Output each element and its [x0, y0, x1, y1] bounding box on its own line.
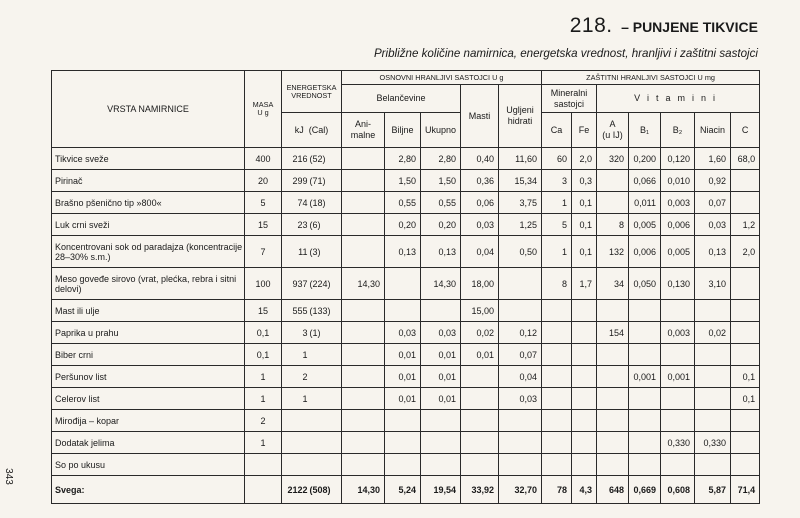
cell-a	[597, 344, 629, 366]
cell-ukupno	[421, 454, 461, 476]
cell-niacin: 0,02	[695, 322, 731, 344]
cell-name: Luk crni sveži	[52, 214, 245, 236]
cell-masa: 1	[245, 388, 282, 410]
cell-fe: 2,0	[572, 148, 597, 170]
cell-b1: 0,066	[629, 170, 661, 192]
cell-masa: 2	[245, 410, 282, 432]
cell-masti	[461, 388, 499, 410]
cell-niacin	[695, 300, 731, 322]
cell-kj	[282, 410, 308, 432]
cell-ugljeni	[499, 432, 542, 454]
cell-anim	[342, 148, 385, 170]
cell-ukupno: 14,30	[421, 268, 461, 300]
cell-b2: 0,120	[661, 148, 695, 170]
cell-b1	[629, 410, 661, 432]
cell-cal: (133)	[308, 300, 342, 322]
cell-ca: 1	[542, 236, 572, 268]
cell-cal: (224)	[308, 268, 342, 300]
cell-c: 71,4	[731, 476, 760, 504]
cell-niacin	[695, 344, 731, 366]
cell-masti: 0,40	[461, 148, 499, 170]
cell-fe	[572, 454, 597, 476]
cell-ukupno: 1,50	[421, 170, 461, 192]
cell-masa: 15	[245, 300, 282, 322]
cell-ukupno: 2,80	[421, 148, 461, 170]
cell-c	[731, 322, 760, 344]
cell-b1: 0,001	[629, 366, 661, 388]
cell-biljne: 0,03	[385, 322, 421, 344]
table-row	[52, 268, 760, 300]
cell-cal: (18)	[308, 192, 342, 214]
cell-name: Paprika u prahu	[52, 322, 245, 344]
recipe-number: 218.	[569, 14, 613, 37]
cell-niacin: 0,330	[695, 432, 731, 454]
cell-b1: 0,011	[629, 192, 661, 214]
table-row	[52, 214, 760, 236]
cell-a: 8	[597, 214, 629, 236]
cell-anim	[342, 214, 385, 236]
col-header-ugljeni: Ugljeni hidrati	[499, 85, 542, 148]
table-row	[52, 366, 760, 388]
cell-ugljeni: 0,03	[499, 388, 542, 410]
cell-b1: 0,200	[629, 148, 661, 170]
cell-name: Svega:	[52, 476, 245, 504]
cell-biljne: 0,13	[385, 236, 421, 268]
col-header-zastitni: ZAŠTITNI HRANLJIVI SASTOJCI U mg	[542, 71, 760, 85]
cell-name: Mirođija – kopar	[52, 410, 245, 432]
cell-a	[597, 300, 629, 322]
cell-biljne: 5,24	[385, 476, 421, 504]
cell-kj: 11	[282, 236, 308, 268]
cell-ugljeni: 0,07	[499, 344, 542, 366]
cell-b1	[629, 432, 661, 454]
cell-name: Meso goveđe sirovo (vrat, plećka, rebra i sitni delovi)	[52, 268, 245, 300]
col-header-ukupno: Ukupno	[421, 113, 461, 148]
cell-b1	[629, 388, 661, 410]
cell-c	[731, 300, 760, 322]
cell-masa	[245, 476, 282, 504]
cell-ukupno: 0,01	[421, 344, 461, 366]
cell-ugljeni: 15,34	[499, 170, 542, 192]
cell-b2: 0,010	[661, 170, 695, 192]
cell-ukupno: 0,01	[421, 388, 461, 410]
cell-kj: 216	[282, 148, 308, 170]
cell-fe	[572, 410, 597, 432]
cell-cal	[308, 410, 342, 432]
cell-b2: 0,003	[661, 192, 695, 214]
cell-masa: 400	[245, 148, 282, 170]
cell-kj: 2122	[282, 476, 308, 504]
cell-niacin	[695, 366, 731, 388]
cell-anim	[342, 300, 385, 322]
cell-b2: 0,001	[661, 366, 695, 388]
cell-b2: 0,005	[661, 236, 695, 268]
cell-ca: 1	[542, 192, 572, 214]
cell-b2: 0,006	[661, 214, 695, 236]
cell-fe	[572, 388, 597, 410]
cell-ugljeni: 0,04	[499, 366, 542, 388]
cell-b2	[661, 300, 695, 322]
cell-c: 0,1	[731, 388, 760, 410]
cell-cal	[308, 432, 342, 454]
cell-ugljeni	[499, 268, 542, 300]
cell-a: 154	[597, 322, 629, 344]
cell-ugljeni	[499, 300, 542, 322]
cell-biljne: 0,01	[385, 366, 421, 388]
cell-anim	[342, 366, 385, 388]
cell-anim: 14,30	[342, 268, 385, 300]
cell-niacin	[695, 410, 731, 432]
cell-ukupno: 0,01	[421, 366, 461, 388]
cell-cal	[308, 344, 342, 366]
cell-name: Biber crni	[52, 344, 245, 366]
table-header	[52, 71, 760, 148]
cell-masti: 0,36	[461, 170, 499, 192]
cell-masti: 33,92	[461, 476, 499, 504]
page-number: 343	[2, 468, 14, 485]
cell-ca	[542, 300, 572, 322]
cell-kj	[282, 454, 308, 476]
col-header-animalne: Ani- malne	[342, 113, 385, 148]
cell-a	[597, 410, 629, 432]
cell-masa: 0,1	[245, 344, 282, 366]
cell-b1	[629, 322, 661, 344]
cell-name: Dodatak jelima	[52, 432, 245, 454]
cell-masti: 0,04	[461, 236, 499, 268]
cell-biljne: 0,20	[385, 214, 421, 236]
cell-kj: 1	[282, 388, 308, 410]
cell-ca	[542, 410, 572, 432]
table-row	[52, 432, 760, 454]
cell-c: 0,1	[731, 366, 760, 388]
cell-ca: 8	[542, 268, 572, 300]
cell-cal	[308, 454, 342, 476]
col-header-fe: Fe	[572, 113, 597, 148]
recipe-name: – PUNJENE TIKVICE	[621, 19, 758, 35]
col-header-belancevine: Belančevine	[342, 85, 461, 113]
table-row	[52, 410, 760, 432]
cell-ugljeni: 0,12	[499, 322, 542, 344]
col-header-masti: Masti	[461, 85, 499, 148]
cell-fe	[572, 432, 597, 454]
cell-masti: 15,00	[461, 300, 499, 322]
cell-fe: 4,3	[572, 476, 597, 504]
cell-kj: 937	[282, 268, 308, 300]
cell-masti	[461, 410, 499, 432]
cell-fe	[572, 300, 597, 322]
cell-biljne: 1,50	[385, 170, 421, 192]
col-header-c: C	[731, 113, 760, 148]
cell-fe	[572, 344, 597, 366]
col-header-niacin: Niacin	[695, 113, 731, 148]
cell-anim: 14,30	[342, 476, 385, 504]
cell-cal: (1)	[308, 322, 342, 344]
cell-kj	[282, 432, 308, 454]
cell-c	[731, 268, 760, 300]
cell-a	[597, 366, 629, 388]
cell-biljne	[385, 300, 421, 322]
cell-b1	[629, 344, 661, 366]
cell-niacin: 0,07	[695, 192, 731, 214]
cell-ca	[542, 454, 572, 476]
cell-biljne	[385, 268, 421, 300]
cell-kj: 3	[282, 322, 308, 344]
cell-c	[731, 410, 760, 432]
table-row	[52, 300, 760, 322]
cell-ugljeni: 11,60	[499, 148, 542, 170]
cell-ukupno: 0,55	[421, 192, 461, 214]
cell-ugljeni	[499, 410, 542, 432]
cell-biljne: 0,01	[385, 388, 421, 410]
cell-masa: 1	[245, 366, 282, 388]
cell-niacin: 0,03	[695, 214, 731, 236]
cell-b1: 0,005	[629, 214, 661, 236]
cell-c	[731, 192, 760, 214]
cell-masti	[461, 432, 499, 454]
col-header-osnovni: OSNOVNI HRANLJIVI SASTOJCI U g	[342, 71, 542, 85]
cell-masa: 100	[245, 268, 282, 300]
cell-b2: 0,608	[661, 476, 695, 504]
cell-anim	[342, 236, 385, 268]
cell-masa: 0,1	[245, 322, 282, 344]
cell-a	[597, 432, 629, 454]
col-header-energ: ENERGETSKA VREDNOST	[282, 71, 342, 113]
cell-ca: 5	[542, 214, 572, 236]
cell-c: 2,0	[731, 236, 760, 268]
cell-ukupno	[421, 300, 461, 322]
table-row	[52, 344, 760, 366]
cell-fe: 0,1	[572, 236, 597, 268]
table-row	[52, 388, 760, 410]
cell-biljne	[385, 432, 421, 454]
cell-kj: 555	[282, 300, 308, 322]
cell-cal: (52)	[308, 148, 342, 170]
nutrition-table	[51, 70, 760, 504]
cell-biljne: 0,55	[385, 192, 421, 214]
cell-ca	[542, 322, 572, 344]
cell-masti: 0,06	[461, 192, 499, 214]
cell-anim	[342, 432, 385, 454]
cell-ca	[542, 388, 572, 410]
cell-c	[731, 454, 760, 476]
cell-fe: 0,1	[572, 214, 597, 236]
cell-c	[731, 344, 760, 366]
col-header-b1: B₁	[629, 113, 661, 148]
cell-anim	[342, 454, 385, 476]
cell-ugljeni: 3,75	[499, 192, 542, 214]
col-header-a: A (u IJ)	[597, 113, 629, 148]
page-subtitle: Približne količine namirnica, energetska vrednost, hranljivi i zaštitni sastojci	[373, 47, 758, 60]
cell-ukupno: 19,54	[421, 476, 461, 504]
cell-b2	[661, 410, 695, 432]
cell-c: 68,0	[731, 148, 760, 170]
table-row	[52, 170, 760, 192]
cell-kj: 1	[282, 344, 308, 366]
cell-b2: 0,330	[661, 432, 695, 454]
cell-cal: (71)	[308, 170, 342, 192]
cell-a: 34	[597, 268, 629, 300]
cell-kj: 299	[282, 170, 308, 192]
cell-ugljeni	[499, 454, 542, 476]
table-row	[52, 148, 760, 170]
cell-ugljeni: 1,25	[499, 214, 542, 236]
cell-fe: 1,7	[572, 268, 597, 300]
cell-anim	[342, 388, 385, 410]
cell-masti: 0,03	[461, 214, 499, 236]
cell-a	[597, 388, 629, 410]
cell-masti: 18,00	[461, 268, 499, 300]
cell-ukupno: 0,20	[421, 214, 461, 236]
cell-masti	[461, 366, 499, 388]
cell-cal	[308, 366, 342, 388]
cell-name: Celerov list	[52, 388, 245, 410]
cell-ca: 3	[542, 170, 572, 192]
cell-c	[731, 432, 760, 454]
cell-niacin: 0,92	[695, 170, 731, 192]
cell-b2	[661, 388, 695, 410]
cell-masa: 5	[245, 192, 282, 214]
cell-masti	[461, 454, 499, 476]
cell-b2	[661, 454, 695, 476]
col-header-kj-cal: kJ (Cal)	[282, 113, 342, 148]
cell-name: Brašno pšenično tip »800«	[52, 192, 245, 214]
cell-masti: 0,01	[461, 344, 499, 366]
cell-anim	[342, 192, 385, 214]
cell-niacin: 1,60	[695, 148, 731, 170]
cell-c	[731, 170, 760, 192]
table-row	[52, 454, 760, 476]
cell-ukupno	[421, 432, 461, 454]
cell-ukupno	[421, 410, 461, 432]
cell-cal: (508)	[308, 476, 342, 504]
cell-b1	[629, 454, 661, 476]
cell-b2	[661, 344, 695, 366]
col-header-biljne: Biljne	[385, 113, 421, 148]
col-header-b2: B₂	[661, 113, 695, 148]
cell-b1: 0,050	[629, 268, 661, 300]
cell-niacin: 0,13	[695, 236, 731, 268]
cell-masa: 20	[245, 170, 282, 192]
cell-masa: 1	[245, 432, 282, 454]
cell-ca	[542, 432, 572, 454]
cell-fe	[572, 322, 597, 344]
table-row	[52, 236, 760, 268]
col-header-vitamini: Vitamini	[597, 85, 760, 113]
cell-kj: 74	[282, 192, 308, 214]
col-header-ca: Ca	[542, 113, 572, 148]
table-row	[52, 192, 760, 214]
cell-ca: 60	[542, 148, 572, 170]
table-row	[52, 322, 760, 344]
cell-fe: 0,1	[572, 192, 597, 214]
cell-kj: 23	[282, 214, 308, 236]
cell-biljne	[385, 410, 421, 432]
cell-niacin	[695, 388, 731, 410]
cell-niacin	[695, 454, 731, 476]
table-total-row	[52, 476, 760, 504]
cell-ukupno: 0,13	[421, 236, 461, 268]
cell-b1	[629, 300, 661, 322]
cell-biljne: 0,01	[385, 344, 421, 366]
cell-a: 648	[597, 476, 629, 504]
cell-name: So po ukusu	[52, 454, 245, 476]
col-header-vrsta: VRSTA NAMIRNICE	[52, 71, 245, 148]
cell-name: Tikvice sveže	[52, 148, 245, 170]
cell-ugljeni: 32,70	[499, 476, 542, 504]
cell-a: 132	[597, 236, 629, 268]
cell-name: Koncentrovani sok od paradajza (koncentracije 28–30% s.m.)	[52, 236, 245, 268]
cell-fe	[572, 366, 597, 388]
cell-anim	[342, 322, 385, 344]
cell-niacin: 3,10	[695, 268, 731, 300]
cell-cal	[308, 388, 342, 410]
cell-masa	[245, 454, 282, 476]
cell-ukupno: 0,03	[421, 322, 461, 344]
cell-ca	[542, 366, 572, 388]
cell-a: 320	[597, 148, 629, 170]
cell-niacin: 5,87	[695, 476, 731, 504]
cell-ca: 78	[542, 476, 572, 504]
cell-name: Mast ili ulje	[52, 300, 245, 322]
col-header-mineralni: Mineralni sastojci	[542, 85, 597, 113]
table-body	[52, 148, 760, 504]
cell-fe: 0,3	[572, 170, 597, 192]
cell-anim	[342, 344, 385, 366]
cell-b2: 0,003	[661, 322, 695, 344]
cell-cal: (6)	[308, 214, 342, 236]
cell-ugljeni: 0,50	[499, 236, 542, 268]
cell-biljne: 2,80	[385, 148, 421, 170]
cell-c: 1,2	[731, 214, 760, 236]
cell-biljne	[385, 454, 421, 476]
cell-ca	[542, 344, 572, 366]
cell-masa: 15	[245, 214, 282, 236]
cell-masti: 0,02	[461, 322, 499, 344]
cell-name: Pirinač	[52, 170, 245, 192]
cell-masa: 7	[245, 236, 282, 268]
page-title	[570, 14, 758, 38]
col-header-masa: MASA U g	[245, 71, 282, 148]
cell-a	[597, 454, 629, 476]
cell-cal: (3)	[308, 236, 342, 268]
cell-a	[597, 192, 629, 214]
cell-a	[597, 170, 629, 192]
cell-b2: 0,130	[661, 268, 695, 300]
cell-b1: 0,669	[629, 476, 661, 504]
cell-anim	[342, 170, 385, 192]
cell-b1: 0,006	[629, 236, 661, 268]
cell-name: Peršunov list	[52, 366, 245, 388]
cell-anim	[342, 410, 385, 432]
cell-kj: 2	[282, 366, 308, 388]
